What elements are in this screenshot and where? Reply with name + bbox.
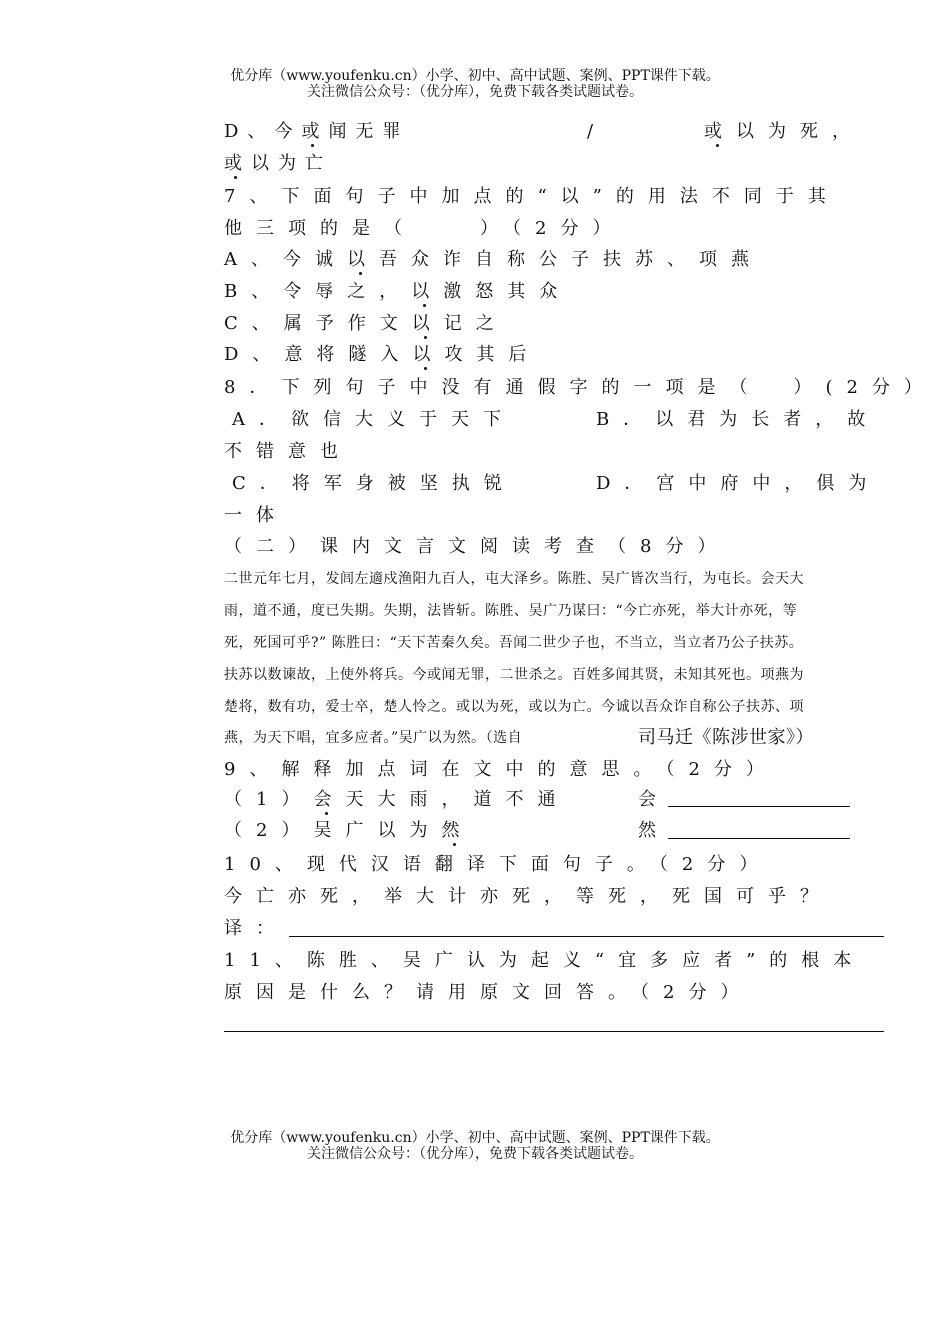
- q11-answer-blank[interactable]: [224, 1031, 884, 1032]
- text: 意将隧入: [284, 344, 413, 365]
- q7-stem-1: 7、下面句子中加点的“以”的用法不同于其: [224, 186, 840, 207]
- dotted-word: 或: [704, 121, 736, 142]
- page-footer: [0, 1130, 950, 1162]
- q11-stem-1: 11、陈胜、吴广认为起义“宜多应者”的根本: [224, 950, 866, 971]
- dotted-word: 会: [313, 789, 346, 810]
- slash: /: [587, 121, 594, 142]
- text: 今: [274, 121, 302, 142]
- q6-option-d-cont: [224, 153, 884, 175]
- q7-option-a: [224, 249, 884, 271]
- q7-stem-2: 他三项的是（ ）（2分）: [224, 218, 625, 239]
- text: 记之: [443, 313, 508, 334]
- passage-line-1: 二世元年七月，发闾左適戍渔阳九百人，屯大泽乡。陈胜、吴广皆次当行，为屯长。会天大: [224, 571, 804, 587]
- q10-stem: 10、现代汉语翻译下面句子。（2分）: [224, 854, 772, 875]
- dotted-word: 或: [301, 121, 329, 142]
- q10-sentence: 今亡亦死，举大计亦死，等死，死国可乎？: [224, 886, 832, 907]
- q10-translate-label: 译：: [224, 918, 288, 939]
- text: 攻其后: [444, 344, 541, 365]
- passage-line-2: 雨，道不通，度已失期。失期，法皆斩。陈胜、吴广乃谋曰：“今亡亦死，举大计亦死，等: [224, 603, 798, 619]
- text: 吾众诈自称公子扶苏、项燕: [379, 249, 763, 270]
- option-label: C、: [224, 313, 284, 334]
- q8-option-d: D．宫中府中，俱为: [596, 473, 881, 494]
- passage-line-4: 扶苏以数谏故，上使外将兵。今或闻无罪，二世杀之。百姓多闻其贤，未知其死也。项燕为: [224, 667, 804, 683]
- text: （1）: [224, 789, 314, 810]
- q9-item-1: [224, 789, 884, 811]
- passage-line-3: 死，死国可乎?” 陈胜曰：“天下苦秦久矣。吾闻二世少子也，不当立，当立者乃公子扶苏。: [224, 635, 804, 651]
- page-header: [0, 68, 950, 100]
- q7-option-c: [224, 313, 884, 335]
- dotted-word: 以: [412, 344, 445, 365]
- dotted-word: 以: [411, 313, 444, 334]
- text: 天大雨，道不通: [345, 789, 570, 810]
- footer-line-1: 优分库（www.youfenku.cn）小学、初中、高中试题、案例、PPT课件下载。: [230, 1130, 720, 1146]
- option-label: D、: [224, 344, 285, 365]
- text: 今诚: [283, 249, 347, 270]
- q9-word-1: 会: [638, 789, 656, 810]
- header-line-1: 优分库（www.youfenku.cn）小学、初中、高中试题、案例、PPT课件下载。: [230, 68, 720, 84]
- dotted-word: 以: [347, 249, 379, 270]
- option-label: B、: [224, 281, 284, 302]
- q9-answer-2-blank[interactable]: [668, 838, 850, 839]
- option-label: A、: [224, 249, 283, 270]
- text: （2）吴广以为: [224, 820, 442, 841]
- q10-answer-blank[interactable]: [289, 936, 884, 937]
- option-label: D、: [224, 121, 275, 142]
- text: 以为亡: [251, 153, 332, 174]
- q8-option-b: B．以君为长者，故: [596, 409, 880, 430]
- q8-option-b-cont: 不错意也: [224, 441, 352, 462]
- footer-line-2: 关注微信公众号：（优分库），免费下载各类试题试卷。: [307, 1146, 643, 1162]
- q9-stem: 9、解释加点词在文中的意思。（2分）: [224, 759, 778, 780]
- q9-word-2: 然: [638, 820, 656, 841]
- q11-stem-2: 原因是什么？请用原文回答。（2分）: [224, 982, 753, 1003]
- q8-stem: 8．下列句子中没有通假字的一项是（ ）(2分）: [224, 377, 936, 398]
- q8-option-a: A．欲信大义于天下: [232, 409, 515, 430]
- header-line-2: 关注微信公众号：（优分库），免费下载各类试题试卷。: [307, 84, 643, 100]
- dotted-word: 以: [411, 281, 444, 302]
- text: 以为死，: [736, 121, 864, 142]
- section-2-title: （二）课内文言文阅读考查（8分）: [224, 536, 730, 557]
- text: 令辱之，: [283, 281, 412, 302]
- text: 闻无罪: [328, 121, 410, 142]
- q8-option-d-cont: 一体: [224, 505, 288, 526]
- passage-source: 司马迁《陈涉世家》）: [638, 727, 814, 748]
- dotted-word: 或: [224, 153, 251, 174]
- text: 激怒其众: [443, 281, 572, 302]
- q7-option-b: [224, 281, 884, 303]
- q6-option-d-part2: [704, 121, 864, 143]
- q7-option-d: [224, 344, 884, 366]
- passage-line-6: 燕，为天下唱，宜多应者。”吴广以为然。（选自: [224, 730, 523, 746]
- q8-option-c: C．将军身被坚执锐: [232, 473, 516, 494]
- dotted-word: 然: [441, 820, 474, 841]
- text: 属予作文: [283, 313, 412, 334]
- q9-answer-1-blank[interactable]: [668, 806, 850, 807]
- passage-line-5: 楚将，数有功，爱士卒，楚人怜之。或以为死，或以为亡。今诚以吾众诈自称公子扶苏、项: [224, 699, 804, 715]
